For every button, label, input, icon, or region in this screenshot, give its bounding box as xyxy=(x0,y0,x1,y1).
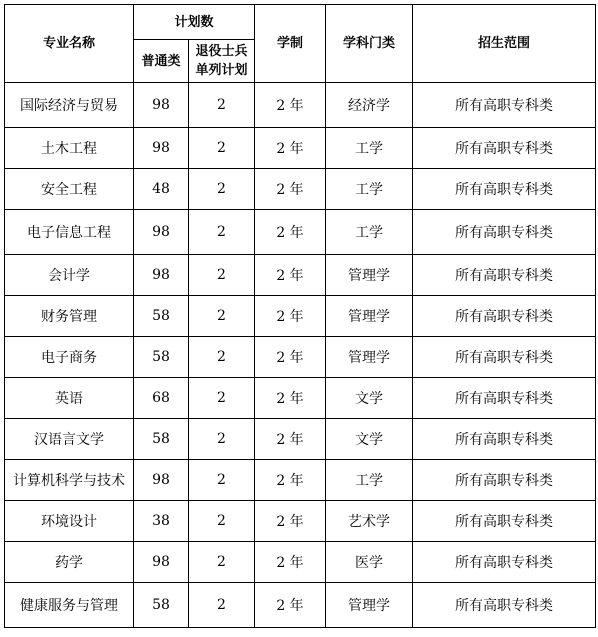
header-discipline: 学科门类 xyxy=(326,5,413,83)
cell-discipline: 工学 xyxy=(326,169,413,210)
cell-plan-regular: 98 xyxy=(134,255,189,296)
cell-plan-veteran: 2 xyxy=(189,542,255,583)
cell-plan-regular: 98 xyxy=(134,128,189,169)
cell-discipline: 文学 xyxy=(326,419,413,460)
cell-discipline: 管理学 xyxy=(326,583,413,628)
cell-plan-veteran: 2 xyxy=(189,337,255,378)
cell-discipline: 管理学 xyxy=(326,255,413,296)
cell-plan-veteran: 2 xyxy=(189,583,255,628)
cell-major: 电子商务 xyxy=(5,337,134,378)
cell-plan-veteran: 2 xyxy=(189,460,255,501)
cell-major: 会计学 xyxy=(5,255,134,296)
cell-plan-veteran: 2 xyxy=(189,296,255,337)
table-row xyxy=(5,169,596,210)
cell-discipline: 管理学 xyxy=(326,296,413,337)
cell-major: 药学 xyxy=(5,542,134,583)
cell-discipline: 工学 xyxy=(326,460,413,501)
table-row xyxy=(5,501,596,542)
cell-plan-regular: 58 xyxy=(134,337,189,378)
cell-major: 汉语言文学 xyxy=(5,419,134,460)
cell-major: 环境设计 xyxy=(5,501,134,542)
table-row xyxy=(5,419,596,460)
cell-duration: 2 年 xyxy=(255,583,326,628)
cell-scope: 所有高职专科类 xyxy=(413,378,596,419)
cell-major: 电子信息工程 xyxy=(5,210,134,255)
table-row xyxy=(5,378,596,419)
cell-duration: 2 年 xyxy=(255,501,326,542)
cell-scope: 所有高职专科类 xyxy=(413,542,596,583)
header-plan: 计划数 xyxy=(134,5,255,40)
table-header xyxy=(5,5,596,83)
header-plan-veteran xyxy=(189,40,255,83)
cell-major: 国际经济与贸易 xyxy=(5,83,134,128)
cell-discipline: 艺术学 xyxy=(326,501,413,542)
table-row xyxy=(5,83,596,128)
cell-scope: 所有高职专科类 xyxy=(413,128,596,169)
enrollment-plan-table xyxy=(4,4,596,628)
cell-scope: 所有高职专科类 xyxy=(413,337,596,378)
header-plan-regular: 普通类 xyxy=(134,40,189,83)
cell-plan-regular: 98 xyxy=(134,542,189,583)
table-row xyxy=(5,296,596,337)
table-row xyxy=(5,210,596,255)
cell-duration: 2 年 xyxy=(255,255,326,296)
cell-scope: 所有高职专科类 xyxy=(413,169,596,210)
cell-scope: 所有高职专科类 xyxy=(413,210,596,255)
cell-scope: 所有高职专科类 xyxy=(413,501,596,542)
header-scope: 招生范围 xyxy=(413,5,596,83)
header-plan-veteran-line1: 退役士兵 xyxy=(195,44,248,59)
table-row xyxy=(5,542,596,583)
cell-plan-regular: 58 xyxy=(134,583,189,628)
cell-scope: 所有高职专科类 xyxy=(413,255,596,296)
cell-plan-veteran: 2 xyxy=(189,501,255,542)
cell-duration: 2 年 xyxy=(255,337,326,378)
cell-plan-veteran: 2 xyxy=(189,378,255,419)
header-plan-veteran-line2: 单列计划 xyxy=(195,63,248,78)
table-body xyxy=(5,83,596,628)
cell-plan-veteran: 2 xyxy=(189,128,255,169)
cell-discipline: 经济学 xyxy=(326,83,413,128)
cell-plan-veteran: 2 xyxy=(189,419,255,460)
cell-scope: 所有高职专科类 xyxy=(413,419,596,460)
cell-plan-veteran: 2 xyxy=(189,255,255,296)
cell-major: 安全工程 xyxy=(5,169,134,210)
cell-major: 财务管理 xyxy=(5,296,134,337)
cell-duration: 2 年 xyxy=(255,378,326,419)
cell-plan-veteran: 2 xyxy=(189,210,255,255)
cell-discipline: 工学 xyxy=(326,210,413,255)
cell-duration: 2 年 xyxy=(255,296,326,337)
cell-major: 土木工程 xyxy=(5,128,134,169)
cell-discipline: 医学 xyxy=(326,542,413,583)
cell-plan-regular: 48 xyxy=(134,169,189,210)
cell-duration: 2 年 xyxy=(255,169,326,210)
cell-duration: 2 年 xyxy=(255,419,326,460)
cell-scope: 所有高职专科类 xyxy=(413,296,596,337)
cell-plan-regular: 98 xyxy=(134,460,189,501)
cell-duration: 2 年 xyxy=(255,460,326,501)
cell-plan-veteran: 2 xyxy=(189,83,255,128)
cell-duration: 2 年 xyxy=(255,210,326,255)
cell-plan-veteran: 2 xyxy=(189,169,255,210)
cell-plan-regular: 68 xyxy=(134,378,189,419)
cell-major: 英语 xyxy=(5,378,134,419)
cell-plan-regular: 98 xyxy=(134,210,189,255)
table-row xyxy=(5,128,596,169)
cell-major: 健康服务与管理 xyxy=(5,583,134,628)
table-row xyxy=(5,337,596,378)
table-row xyxy=(5,583,596,628)
cell-duration: 2 年 xyxy=(255,83,326,128)
cell-major: 计算机科学与技术 xyxy=(5,460,134,501)
cell-discipline: 管理学 xyxy=(326,337,413,378)
cell-discipline: 文学 xyxy=(326,378,413,419)
table-row xyxy=(5,255,596,296)
cell-duration: 2 年 xyxy=(255,128,326,169)
cell-scope: 所有高职专科类 xyxy=(413,583,596,628)
cell-duration: 2 年 xyxy=(255,542,326,583)
cell-plan-regular: 98 xyxy=(134,83,189,128)
cell-scope: 所有高职专科类 xyxy=(413,460,596,501)
cell-plan-regular: 38 xyxy=(134,501,189,542)
cell-plan-regular: 58 xyxy=(134,296,189,337)
table-row xyxy=(5,460,596,501)
cell-scope: 所有高职专科类 xyxy=(413,83,596,128)
header-major: 专业名称 xyxy=(5,5,134,83)
cell-discipline: 工学 xyxy=(326,128,413,169)
cell-plan-regular: 58 xyxy=(134,419,189,460)
header-duration: 学制 xyxy=(255,5,326,83)
